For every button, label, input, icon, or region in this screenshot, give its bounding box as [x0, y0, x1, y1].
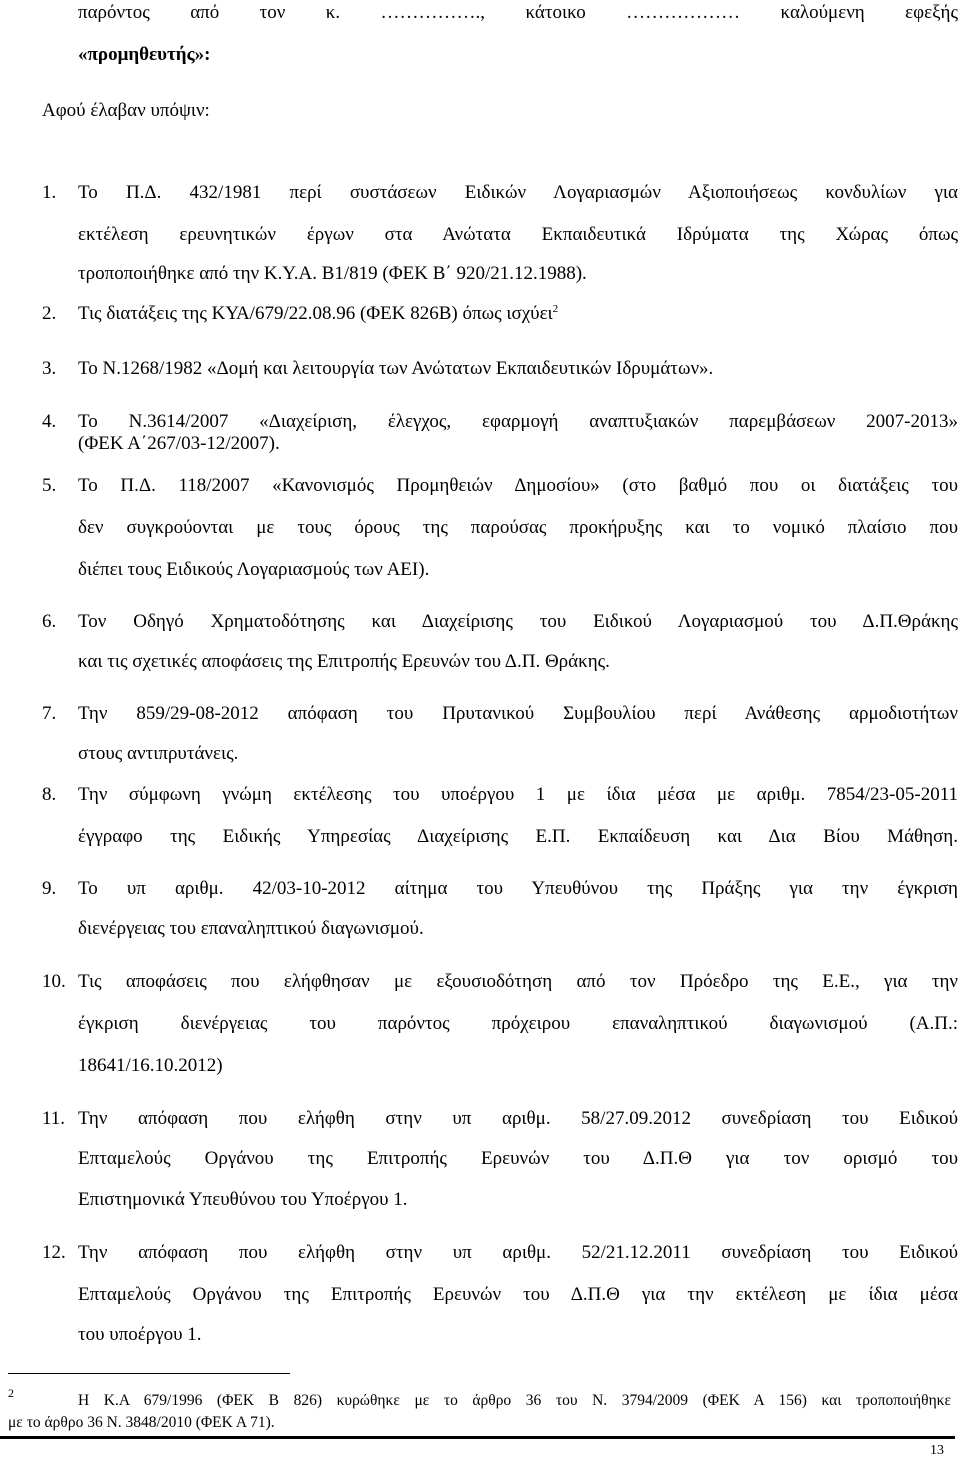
list-item-text	[78, 1148, 958, 1170]
list-item-text	[78, 1013, 958, 1035]
page-number: 13	[930, 1443, 944, 1458]
list-item-text	[78, 433, 280, 455]
list-item-text	[78, 517, 958, 539]
list-item-text	[78, 1324, 202, 1346]
list-item-number: 3.	[42, 358, 57, 379]
list-item-number: 9.	[42, 878, 57, 899]
list-item-line: διέπει τους Ειδικούς Λογαριασμούς των ΑΕΙ).	[78, 559, 430, 580]
list-item-text	[78, 224, 958, 246]
footnote-reference: 2	[552, 303, 559, 315]
list-item-number: 2.	[42, 303, 57, 324]
list-item-line: 18641/16.10.2012)	[78, 1055, 223, 1076]
list-item-number: 5.	[42, 475, 57, 496]
footnote-line-2: με το άρθρο 36 Ν. 3848/2010 (ΦΕΚ Α 71).	[8, 1414, 275, 1431]
list-item-line: Το Π.Δ. 432/1981 περί συστάσεων Ειδικών Λογαριασμών Αξιοποιήσεως κονδυλίων για	[78, 182, 958, 203]
list-item-number: 6.	[42, 611, 57, 632]
list-item-text	[78, 743, 238, 765]
page-bottom-rule	[0, 1436, 955, 1439]
list-item-text	[78, 358, 713, 380]
list-item-line: τροποποιήθηκε από την Κ.Υ.Α. Β1/819 (ΦΕΚ Β΄ 920/21.12.1988).	[78, 263, 587, 284]
list-item-number: 7.	[42, 703, 57, 724]
list-item-line: Τον Οδηγό Χρηματοδότησης και Διαχείρισης του Ειδικού Λογαριασμού του Δ.Π.Θράκης	[78, 611, 958, 632]
list-item-line: Το Ν.3614/2007 «Διαχείριση, έλεγχος, εφαρμογή αναπτυξιακών παρεμβάσεων 2007-2013»	[78, 411, 958, 432]
list-item-number: 4.	[42, 411, 57, 432]
list-item-text	[78, 784, 958, 806]
footnote-separator	[8, 1373, 290, 1374]
list-item-line: Το υπ αριθμ. 42/03-10-2012 αίτημα του Υπευθύνου της Πράξης για την έγκριση	[78, 878, 958, 899]
footnote-marker: 2	[8, 1386, 14, 1400]
list-item-line: Την απόφαση που ελήφθη στην υπ αριθμ. 52/21.12.2011 συνεδρίαση του Ειδικού	[78, 1242, 958, 1263]
list-item-line: Τις αποφάσεις που ελήφθησαν με εξουσιοδότηση από τον Πρόεδρο της Ε.Ε., για την	[78, 971, 958, 992]
list-item-text	[78, 703, 958, 725]
list-item-number: 10.	[42, 971, 66, 992]
list-item-text	[78, 971, 958, 993]
list-item-line: Την 859/29-08-2012 απόφαση του Πρυτανικού Συμβουλίου περί Ανάθεσης αρμοδιοτήτων	[78, 703, 958, 724]
list-item-text	[78, 826, 958, 848]
list-item-line: και τις σχετικές αποφάσεις της Επιτροπής Ερευνών του Δ.Π. Θράκης.	[78, 651, 610, 672]
list-item-text	[78, 1242, 958, 1264]
list-item-text	[78, 303, 558, 325]
list-item-text	[78, 559, 429, 581]
list-item-text	[78, 878, 958, 900]
list-item-line: Επταμελούς Οργάνου της Επιτροπής Ερευνών του Δ.Π.Θ για την εκτέλεση με ίδια μέσα	[78, 1284, 958, 1305]
list-item-text	[78, 1055, 223, 1077]
list-item-text	[78, 918, 424, 940]
list-item-text	[78, 263, 587, 285]
list-item-number: 12.	[42, 1242, 66, 1263]
list-item-line: Επταμελούς Οργάνου της Επιτροπής Ερευνών του Δ.Π.Θ για τον ορισμό του	[78, 1148, 958, 1169]
list-item-line: διενέργειας του επαναληπτικού διαγωνισμού.	[78, 918, 424, 939]
list-item-text	[78, 651, 610, 673]
intro-considering: Αφού έλαβαν υπόψιν:	[42, 100, 210, 121]
footnote-line-1: Η Κ.Α 679/1996 (ΦΕΚ Β 826) κυρώθηκε με το άρθρο 36 του Ν. 3794/2009 (ΦΕΚ Α 156) και τροποποιήθηκε	[78, 1392, 951, 1409]
list-item-text	[78, 1108, 958, 1130]
list-item-line: δεν συγκρούονται με τους όρους της παρούσας προκήρυξης και το νομικό πλαίσιο που	[78, 517, 958, 538]
list-item-line: Το Π.Δ. 118/2007 «Κανονισμός Προμηθειών Δημοσίου» (στο βαθμό που οι διατάξεις του	[78, 475, 958, 496]
list-item-text	[78, 475, 958, 497]
list-item-text	[78, 611, 958, 633]
list-item-line: στους αντιπρυτάνεις.	[78, 743, 239, 764]
list-item-text	[78, 1284, 958, 1306]
list-item-line: Την σύμφωνη γνώμη εκτέλεσης του υποέργου 1 με ίδια μέσα με αριθμ. 7854/23-05-2011	[78, 784, 958, 805]
list-item-line: έγκριση διενέργειας του παρόντος πρόχειρου επαναληπτικού διαγωνισμού (Α.Π.:	[78, 1013, 958, 1034]
list-item-number: 11.	[42, 1108, 66, 1129]
intro-line-2: «προμηθευτής»:	[78, 44, 211, 65]
list-item-line: Το Ν.1268/1982 «Δομή και λειτουργία των Ανώτατων Εκπαιδευτικών Ιδρυμάτων».	[78, 358, 714, 379]
list-item-text	[78, 1189, 408, 1211]
list-item-line: Την απόφαση που ελήφθη στην υπ αριθμ. 58/27.09.2012 συνεδρίαση του Ειδικού	[78, 1108, 958, 1129]
list-item-line: Τις διατάξεις της ΚΥΑ/679/22.08.96 (ΦΕΚ 826Β) όπως ισχύει	[78, 303, 553, 324]
list-item-line: έγγραφο της Ειδικής Υπηρεσίας Διαχείρισης Ε.Π. Εκπαίδευση και Δια Βίου Μάθηση.	[78, 826, 958, 847]
list-item-line: εκτέλεση ερευνητικών έργων στα Ανώτατα Εκπαιδευτικά Ιδρύματα της Χώρας όπως	[78, 224, 958, 245]
list-item-number: 8.	[42, 784, 57, 805]
list-item-number: 1.	[42, 182, 57, 203]
list-item-text	[78, 411, 958, 433]
list-item-line: Επιστημονικά Υπευθύνου του Υποέργου 1.	[78, 1189, 408, 1210]
list-item-line: (ΦΕΚ Α΄267/03-12/2007).	[78, 433, 280, 454]
intro-line-1: παρόντος από τον κ. ……………., κάτοικο ……………… καλούμενη εφεξής	[78, 2, 958, 23]
list-item-line: του υποέργου 1.	[78, 1324, 202, 1345]
list-item-text	[78, 182, 958, 204]
